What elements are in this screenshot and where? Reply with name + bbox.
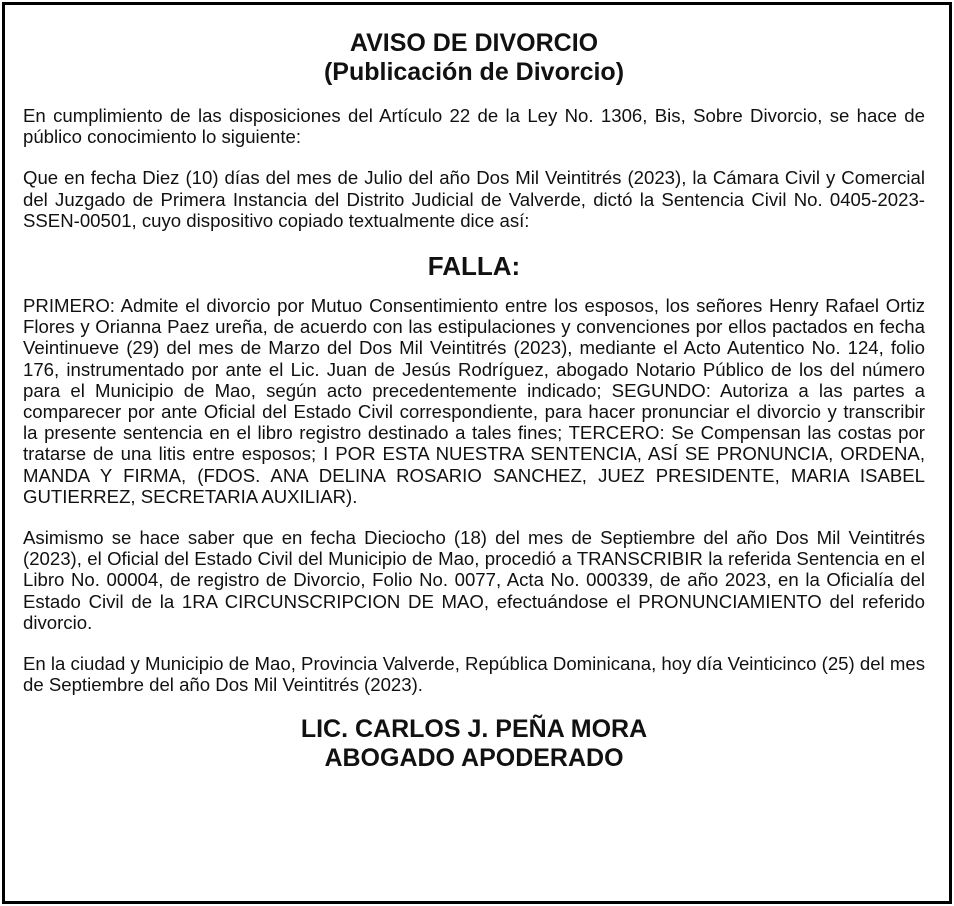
- signatory-role: ABOGADO APODERADO: [324, 744, 624, 773]
- signatory-name: LIC. CARLOS J. PEÑA MORA: [300, 715, 648, 744]
- transcription-paragraph: Asimismo se hace saber que en fecha Dieciocho (18) del mes de Septiembre del año Dos Mil Veintitrés (2023), el Oficial del Estado Civil del Municipio de Mao, procedió a TRANSCRIBIR la referida Sentencia en el Libro No. 00004, de registro de Divorcio, Folio No. 0077, Acta No. 000339, de año 2023, en la Oficialía del Estado Civil de la 1RA CIRCUNSCRIPCION DE MAO, efectuándose el PRONUNCIAMIENTO del referido divorcio.: [23, 527, 925, 633]
- notice-title: AVISO DE DIVORCIO: [349, 29, 599, 57]
- divorce-notice: [2, 2, 952, 904]
- falla-heading: FALLA:: [427, 251, 521, 282]
- closing-paragraph: En la ciudad y Municipio de Mao, Provincia Valverde, República Dominicana, hoy día Veinticinco (25) del mes de Septiembre del año Dos Mil Veintitrés (2023).: [23, 653, 925, 696]
- notice-subtitle: (Publicación de Divorcio): [323, 58, 625, 86]
- context-paragraph: Que en fecha Diez (10) días del mes de Julio del año Dos Mil Veintitrés (2023), la Cámara Civil y Comercial del Juzgado de Primera Instancia del Distrito Judicial de Valverde, dictó la Sentencia Civil No. 0405-2023-SSEN-00501, cuyo dispositivo copiado textualmente dice así:: [23, 167, 925, 231]
- notice-header: [23, 29, 925, 87]
- intro-paragraph: En cumplimiento de las disposiciones del Artículo 22 de la Ley No. 1306, Bis, Sobre Divorcio, se hace de público conocimiento lo siguiente:: [23, 105, 925, 148]
- ruling-paragraph: PRIMERO: Admite el divorcio por Mutuo Consentimiento entre los esposos, los señores Henry Rafael Ortiz Flores y Orianna Paez ureña, de acuerdo con las estipulaciones y convenciones por ellos pactados en fecha Veintinueve (29) del mes de Marzo del Dos Mil Veintitrés (2023), mediante el Acto Autentico No. 124, folio 176, instrumentado por ante el Lic. Juan de Jesús Rodríguez, abogado Notario Público de los del número para el Municipio de Mao, según acto precedentemente indicado; SEGUNDO: Autoriza a las partes a comparecer por ante Oficial del Estado Civil correspondiente, para hacer pronunciar el divorcio y transcribir la presente sentencia en el libro registro destinado a tales fines; TERCERO: Se Compensan las costas por tratarse de una litis entre esposos; I POR ESTA NUESTRA SENTENCIA, ASÍ SE PRONUNCIA, ORDENA, MANDA Y FIRMA, (FDOS. ANA DELINA ROSARIO SANCHEZ, JUEZ PRESIDENTE, MARIA ISABEL GUTIERREZ, SECRETARIA AUXILIAR).: [23, 295, 925, 507]
- signature-block: [23, 715, 925, 773]
